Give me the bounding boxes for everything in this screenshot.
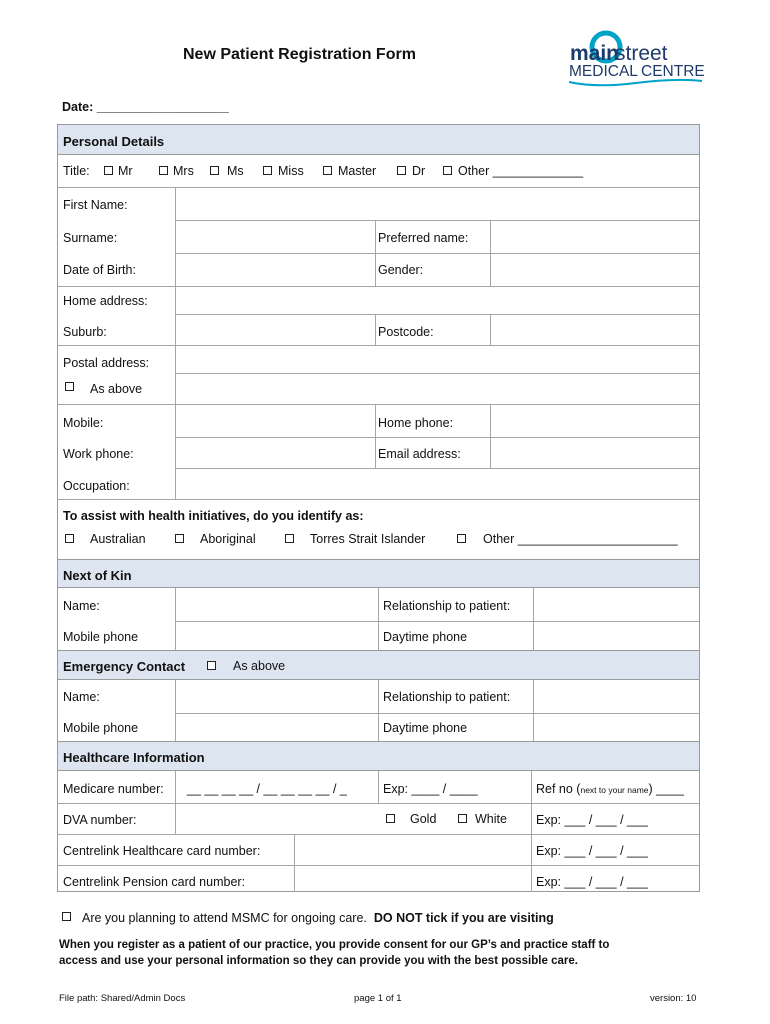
nok-relationship-label: Relationship to patient: [383, 599, 511, 613]
identify-australian: Australian [90, 532, 146, 546]
checkbox-title-master[interactable] [323, 166, 332, 175]
ongoing-care-question [82, 911, 554, 925]
mobile-label: Mobile: [63, 416, 104, 430]
checkbox-title-dr[interactable] [397, 166, 406, 175]
section-emergency-contact [58, 650, 699, 680]
checkbox-postal-as-above[interactable] [65, 382, 74, 391]
form-title: New Patient Registration Form [183, 46, 416, 63]
postcode-label: Postcode: [378, 325, 434, 339]
first-name-label: First Name: [63, 198, 128, 212]
nok-mobile-label: Mobile phone [63, 630, 139, 644]
mainstreet-logo [566, 30, 708, 90]
identify-torres-strait: Torres Strait Islander [310, 532, 426, 546]
centrelink-pension-expiry[interactable]: Exp: ___ / ___ / ___ [536, 875, 648, 889]
identify-question: To assist with health initiatives, do you identify as: [63, 509, 364, 523]
postal-as-above-label: As above [90, 382, 143, 396]
checkbox-title-ms[interactable] [210, 166, 219, 175]
medicare-number-field[interactable]: __ __ __ __ / __ __ __ __ / _ [187, 782, 347, 796]
footer-page-number: page 1 of 1 [354, 993, 402, 1004]
emergency-daytime-label: Daytime phone [383, 721, 468, 735]
dva-expiry-field[interactable]: Exp: ___ / ___ / ___ [536, 813, 648, 827]
centrelink-healthcare-expiry[interactable]: Exp: ___ / ___ / ___ [536, 844, 648, 858]
title-option-master: Master [338, 164, 377, 178]
centrelink-healthcare-label: Centrelink Healthcare card number: [63, 844, 261, 858]
section-header-label: Next of Kin [63, 568, 132, 583]
emergency-relationship-label: Relationship to patient: [383, 690, 511, 704]
suburb-label: Suburb: [63, 325, 107, 339]
checkbox-identify-australian[interactable] [65, 534, 74, 543]
dva-label: DVA number: [63, 813, 137, 827]
checkbox-dva-white[interactable] [458, 814, 467, 823]
identify-other[interactable]: Other _______________________ [483, 532, 678, 546]
footer-file-path: File path: Shared/Admin Docs [59, 993, 186, 1004]
checkbox-identify-aboriginal[interactable] [175, 534, 184, 543]
consent-line-2: access and use your personal information so they can provide you with the best possible care. [59, 955, 578, 967]
occupation-label: Occupation: [63, 479, 130, 493]
dob-label: Date of Birth: [63, 263, 136, 277]
ref-no-hint: next to your name [580, 785, 649, 795]
postal-address-label: Postal address: [63, 356, 150, 370]
logo-word-centre: CENTRE [641, 63, 705, 80]
medicare-label: Medicare number: [63, 782, 164, 796]
consent-line-1: When you register as a patient of our practice, you provide consent for our GP’s and practice staff to [59, 939, 610, 951]
section-header-label: Emergency Contact [63, 659, 186, 674]
gender-label: Gender: [378, 263, 424, 277]
title-option-ms: Ms [227, 164, 244, 178]
surname-label: Surname: [63, 231, 118, 245]
footer-version: version: 10 [650, 993, 697, 1004]
ref-no-label: Ref no ( [536, 782, 581, 796]
checkbox-dva-gold[interactable] [386, 814, 395, 823]
logo-word-street: street [615, 42, 668, 65]
title-option-other[interactable]: Other _____________ [458, 164, 584, 178]
section-header-label: Healthcare Information [63, 750, 205, 765]
medicare-ref-field[interactable] [536, 782, 684, 796]
emergency-name-label: Name: [63, 690, 100, 704]
section-next-of-kin [58, 559, 699, 588]
email-label: Email address: [378, 447, 461, 461]
section-header-label: Personal Details [63, 134, 165, 149]
section-healthcare-information [58, 741, 699, 771]
checkbox-title-miss[interactable] [263, 166, 272, 175]
preferred-name-label: Preferred name: [378, 231, 469, 245]
title-label: Title: [63, 164, 90, 178]
checkbox-title-mr[interactable] [104, 166, 113, 175]
ongoing-care-text: Are you planning to attend MSMC for ongoing care. [82, 911, 367, 925]
medicare-expiry-field[interactable]: Exp: ____ / ____ [383, 782, 478, 796]
section-personal-details [58, 125, 699, 155]
dva-gold-label: Gold [410, 812, 437, 826]
centrelink-pension-label: Centrelink Pension card number: [63, 875, 246, 889]
ongoing-care-warning: DO NOT tick if you are visiting [373, 911, 554, 925]
checkbox-title-other[interactable] [443, 166, 452, 175]
work-phone-label: Work phone: [63, 447, 134, 461]
title-option-dr: Dr [412, 164, 426, 178]
checkbox-identify-torres-strait[interactable] [285, 534, 294, 543]
checkbox-ongoing-care[interactable] [62, 912, 71, 921]
title-option-mrs: Mrs [173, 164, 194, 178]
checkbox-identify-other[interactable] [457, 534, 466, 543]
ref-no-blank: ) ____ [648, 782, 684, 796]
checkbox-emergency-as-above[interactable] [207, 661, 216, 670]
date-field[interactable]: Date: ___________________ [62, 100, 229, 114]
logo-word-main: main [570, 42, 620, 65]
title-option-mr: Mr [118, 164, 133, 178]
nok-name-label: Name: [63, 599, 100, 613]
logo-word-medical: MEDICAL [569, 63, 638, 80]
home-address-label: Home address: [63, 294, 148, 308]
dva-white-label: White [475, 812, 507, 826]
nok-daytime-label: Daytime phone [383, 630, 468, 644]
checkbox-title-mrs[interactable] [159, 166, 168, 175]
title-option-miss: Miss [278, 164, 304, 178]
emergency-as-above-label: As above [233, 659, 286, 673]
identify-aboriginal: Aboriginal [200, 532, 256, 546]
emergency-mobile-label: Mobile phone [63, 721, 139, 735]
home-phone-label: Home phone: [378, 416, 454, 430]
